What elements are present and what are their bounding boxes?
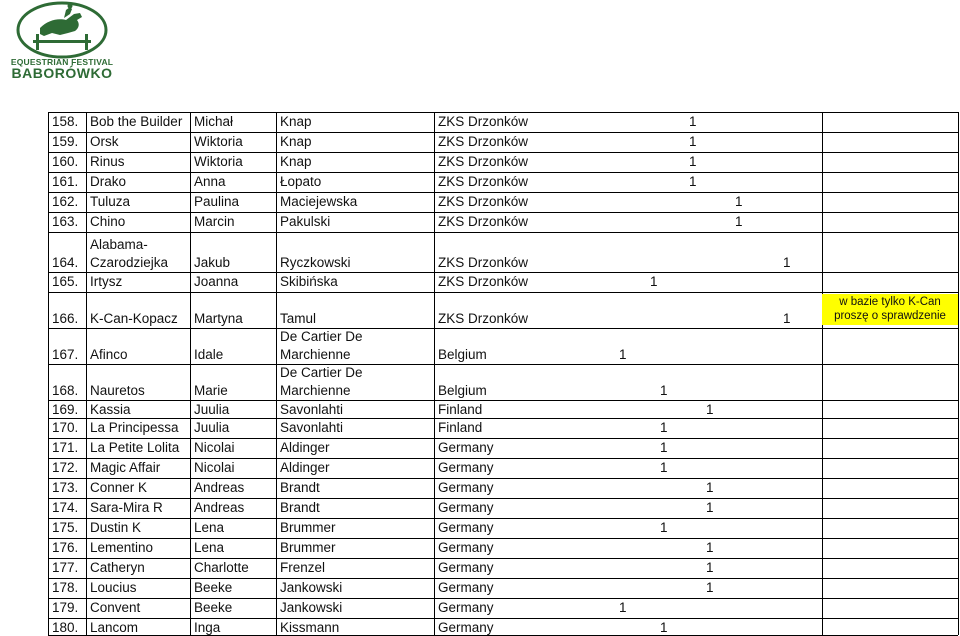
rider-last-name: Knap (280, 114, 312, 129)
horse-name: La Petite Lolita (90, 440, 180, 455)
row-number: 176. (52, 540, 79, 555)
rider-first-name: Andreas (194, 480, 245, 495)
horse-name: K-Can-Kopacz (90, 311, 178, 326)
rider-last-name: Brandt (280, 500, 320, 515)
horse-name: Nauretos (90, 383, 145, 398)
club-name: Germany (438, 460, 494, 475)
row-number: 161. (52, 174, 79, 189)
entry-mark: 1 (783, 255, 791, 270)
entry-mark: 1 (619, 600, 627, 615)
horse-name: Irtysz (90, 274, 123, 289)
horse-name: Bob the Builder (90, 114, 183, 129)
club-name: ZKS Drzonków (438, 194, 529, 209)
rider-first-name: Idale (194, 347, 224, 362)
row-number: 159. (52, 134, 79, 149)
horse-name: Orsk (90, 134, 119, 149)
club-name: Germany (438, 520, 494, 535)
club-name: Germany (438, 580, 494, 595)
rider-last-name: Aldinger (280, 460, 330, 475)
note-line1: w bazie tylko K-Can (839, 296, 941, 308)
rider-last-name: Aldinger (280, 440, 330, 455)
rider-last-name: Knap (280, 134, 312, 149)
entry-mark: 1 (735, 214, 743, 229)
entry-mark: 1 (660, 620, 668, 635)
club-name: Germany (438, 440, 494, 455)
rider-last-name-cont: Marchienne (280, 383, 351, 398)
club-name: Germany (438, 560, 494, 575)
entries-table (48, 112, 958, 635)
horse-name: Alabama- (90, 237, 148, 252)
entry-mark: 1 (689, 114, 697, 129)
row-number: 163. (52, 214, 79, 229)
row-number: 179. (52, 600, 79, 615)
row-number: 175. (52, 520, 79, 535)
entry-mark: 1 (706, 580, 714, 595)
club-name: Germany (438, 480, 494, 495)
rider-first-name: Juulia (194, 402, 230, 417)
rider-last-name: Knap (280, 154, 312, 169)
entry-mark: 1 (706, 402, 714, 417)
entry-mark: 1 (689, 134, 697, 149)
entry-mark: 1 (706, 480, 714, 495)
entry-mark: 1 (735, 194, 743, 209)
entry-mark: 1 (660, 383, 668, 398)
verification-note (822, 294, 958, 325)
club-name: ZKS Drzonków (438, 174, 529, 189)
row-number: 169. (52, 402, 79, 417)
rider-last-name: Jankowski (280, 600, 343, 615)
rider-last-name: Brummer (280, 540, 336, 555)
rider-last-name: Pakulski (280, 214, 331, 229)
column-divider (434, 112, 435, 635)
horse-name: Drako (90, 174, 127, 189)
entry-mark: 1 (706, 540, 714, 555)
horse-name: Lementino (90, 540, 154, 555)
rider-first-name: Marie (194, 383, 228, 398)
club-name: ZKS Drzonków (438, 311, 529, 326)
entry-mark: 1 (660, 420, 668, 435)
rider-first-name: Joanna (194, 274, 239, 289)
rider-first-name: Wiktoria (194, 134, 243, 149)
club-name: Belgium (438, 347, 487, 362)
club-name: Belgium (438, 383, 487, 398)
rider-last-name: Frenzel (280, 560, 326, 575)
rider-last-name: Łopato (280, 174, 322, 189)
logo-line2: BABORÓWKO (11, 65, 113, 81)
club-name: Germany (438, 600, 494, 615)
row-number: 170. (52, 420, 79, 435)
rider-first-name: Paulina (194, 194, 240, 209)
club-name: ZKS Drzonków (438, 255, 529, 270)
horse-jumper-icon (0, 0, 125, 60)
club-name: ZKS Drzonków (438, 154, 529, 169)
row-number: 164. (52, 255, 79, 270)
column-divider (48, 112, 49, 635)
row-number: 168. (52, 383, 79, 398)
rider-last-name: Skibińska (280, 274, 338, 289)
rider-first-name: Juulia (194, 420, 230, 435)
logo-line1: EQUESTRIAN FESTIVAL (10, 57, 114, 67)
rider-first-name: Anna (194, 174, 226, 189)
row-number: 167. (52, 347, 79, 362)
row-number: 174. (52, 500, 79, 515)
rider-first-name: Wiktoria (194, 154, 243, 169)
rider-last-name: Tamul (280, 311, 317, 326)
rider-first-name: Inga (194, 620, 221, 635)
horse-name: Sara-Mira R (90, 500, 163, 515)
entry-mark: 1 (660, 440, 668, 455)
column-divider (822, 112, 823, 635)
row-number: 173. (52, 480, 79, 495)
horse-name: Tuluza (90, 194, 131, 209)
club-name: ZKS Drzonków (438, 274, 529, 289)
horse-name: Chino (90, 214, 126, 229)
row-number: 160. (52, 154, 79, 169)
rider-last-name: Kissmann (280, 620, 340, 635)
row-number: 166. (52, 311, 79, 326)
horse-name: Afinco (90, 347, 128, 362)
rider-last-name: Jankowski (280, 580, 343, 595)
horse-name: Loucius (90, 580, 137, 595)
horse-name: La Principessa (90, 420, 179, 435)
horse-name: Catheryn (90, 560, 145, 575)
horse-name: Conner K (90, 480, 148, 495)
rider-first-name: Michał (194, 114, 234, 129)
rider-first-name: Lena (194, 520, 225, 535)
entry-mark: 1 (689, 174, 697, 189)
club-name: ZKS Drzonków (438, 114, 529, 129)
entry-mark: 1 (650, 274, 658, 289)
rider-first-name: Lena (194, 540, 225, 555)
entry-mark: 1 (660, 460, 668, 475)
horse-name: Lancom (90, 620, 139, 635)
rider-last-name-cont: Marchienne (280, 347, 351, 362)
club-name: Finland (438, 402, 483, 417)
row-number: 172. (52, 460, 79, 475)
rider-first-name: Martyna (194, 311, 243, 326)
entry-mark: 1 (706, 560, 714, 575)
rider-last-name: Ryczkowski (280, 255, 351, 270)
horse-name-cont: Czarodziejka (90, 255, 169, 270)
entry-mark: 1 (660, 520, 668, 535)
rider-last-name: Savonlahti (280, 402, 344, 417)
entry-mark: 1 (706, 500, 714, 515)
rider-last-name: Brummer (280, 520, 336, 535)
rider-last-name: Savonlahti (280, 420, 344, 435)
note-line2: proszę o sprawdzenie (834, 310, 946, 322)
row-number: 171. (52, 440, 79, 455)
club-name: ZKS Drzonków (438, 134, 529, 149)
rider-first-name: Andreas (194, 500, 245, 515)
row-number: 162. (52, 194, 79, 209)
rider-first-name: Nicolai (194, 440, 235, 455)
column-divider (190, 112, 191, 635)
club-name: ZKS Drzonków (438, 214, 529, 229)
column-divider (86, 112, 87, 635)
festival-logo (0, 0, 125, 88)
entry-mark: 1 (783, 311, 791, 326)
club-name: Germany (438, 500, 494, 515)
rider-first-name: Nicolai (194, 460, 235, 475)
row-number: 165. (52, 274, 79, 289)
rider-first-name: Beeke (194, 580, 233, 595)
rider-last-name: De Cartier De (280, 365, 363, 380)
entry-mark: 1 (619, 347, 627, 362)
horse-name: Convent (90, 600, 141, 615)
column-divider (276, 112, 277, 635)
horse-name: Kassia (90, 402, 131, 417)
row-number: 177. (52, 560, 79, 575)
rider-first-name: Beeke (194, 600, 233, 615)
entry-mark: 1 (689, 154, 697, 169)
row-number: 180. (52, 620, 79, 635)
rider-first-name: Marcin (194, 214, 235, 229)
rider-last-name: De Cartier De (280, 329, 363, 344)
rider-first-name: Charlotte (194, 560, 249, 575)
rider-last-name: Maciejewska (280, 194, 358, 209)
club-name: Germany (438, 620, 494, 635)
club-name: Germany (438, 540, 494, 555)
club-name: Finland (438, 420, 483, 435)
horse-name: Rinus (90, 154, 125, 169)
row-number: 178. (52, 580, 79, 595)
horse-name: Dustin K (90, 520, 142, 535)
horse-name: Magic Affair (90, 460, 161, 475)
column-divider (958, 112, 959, 635)
rider-first-name: Jakub (194, 255, 231, 270)
row-number: 158. (52, 114, 79, 129)
rider-last-name: Brandt (280, 480, 320, 495)
